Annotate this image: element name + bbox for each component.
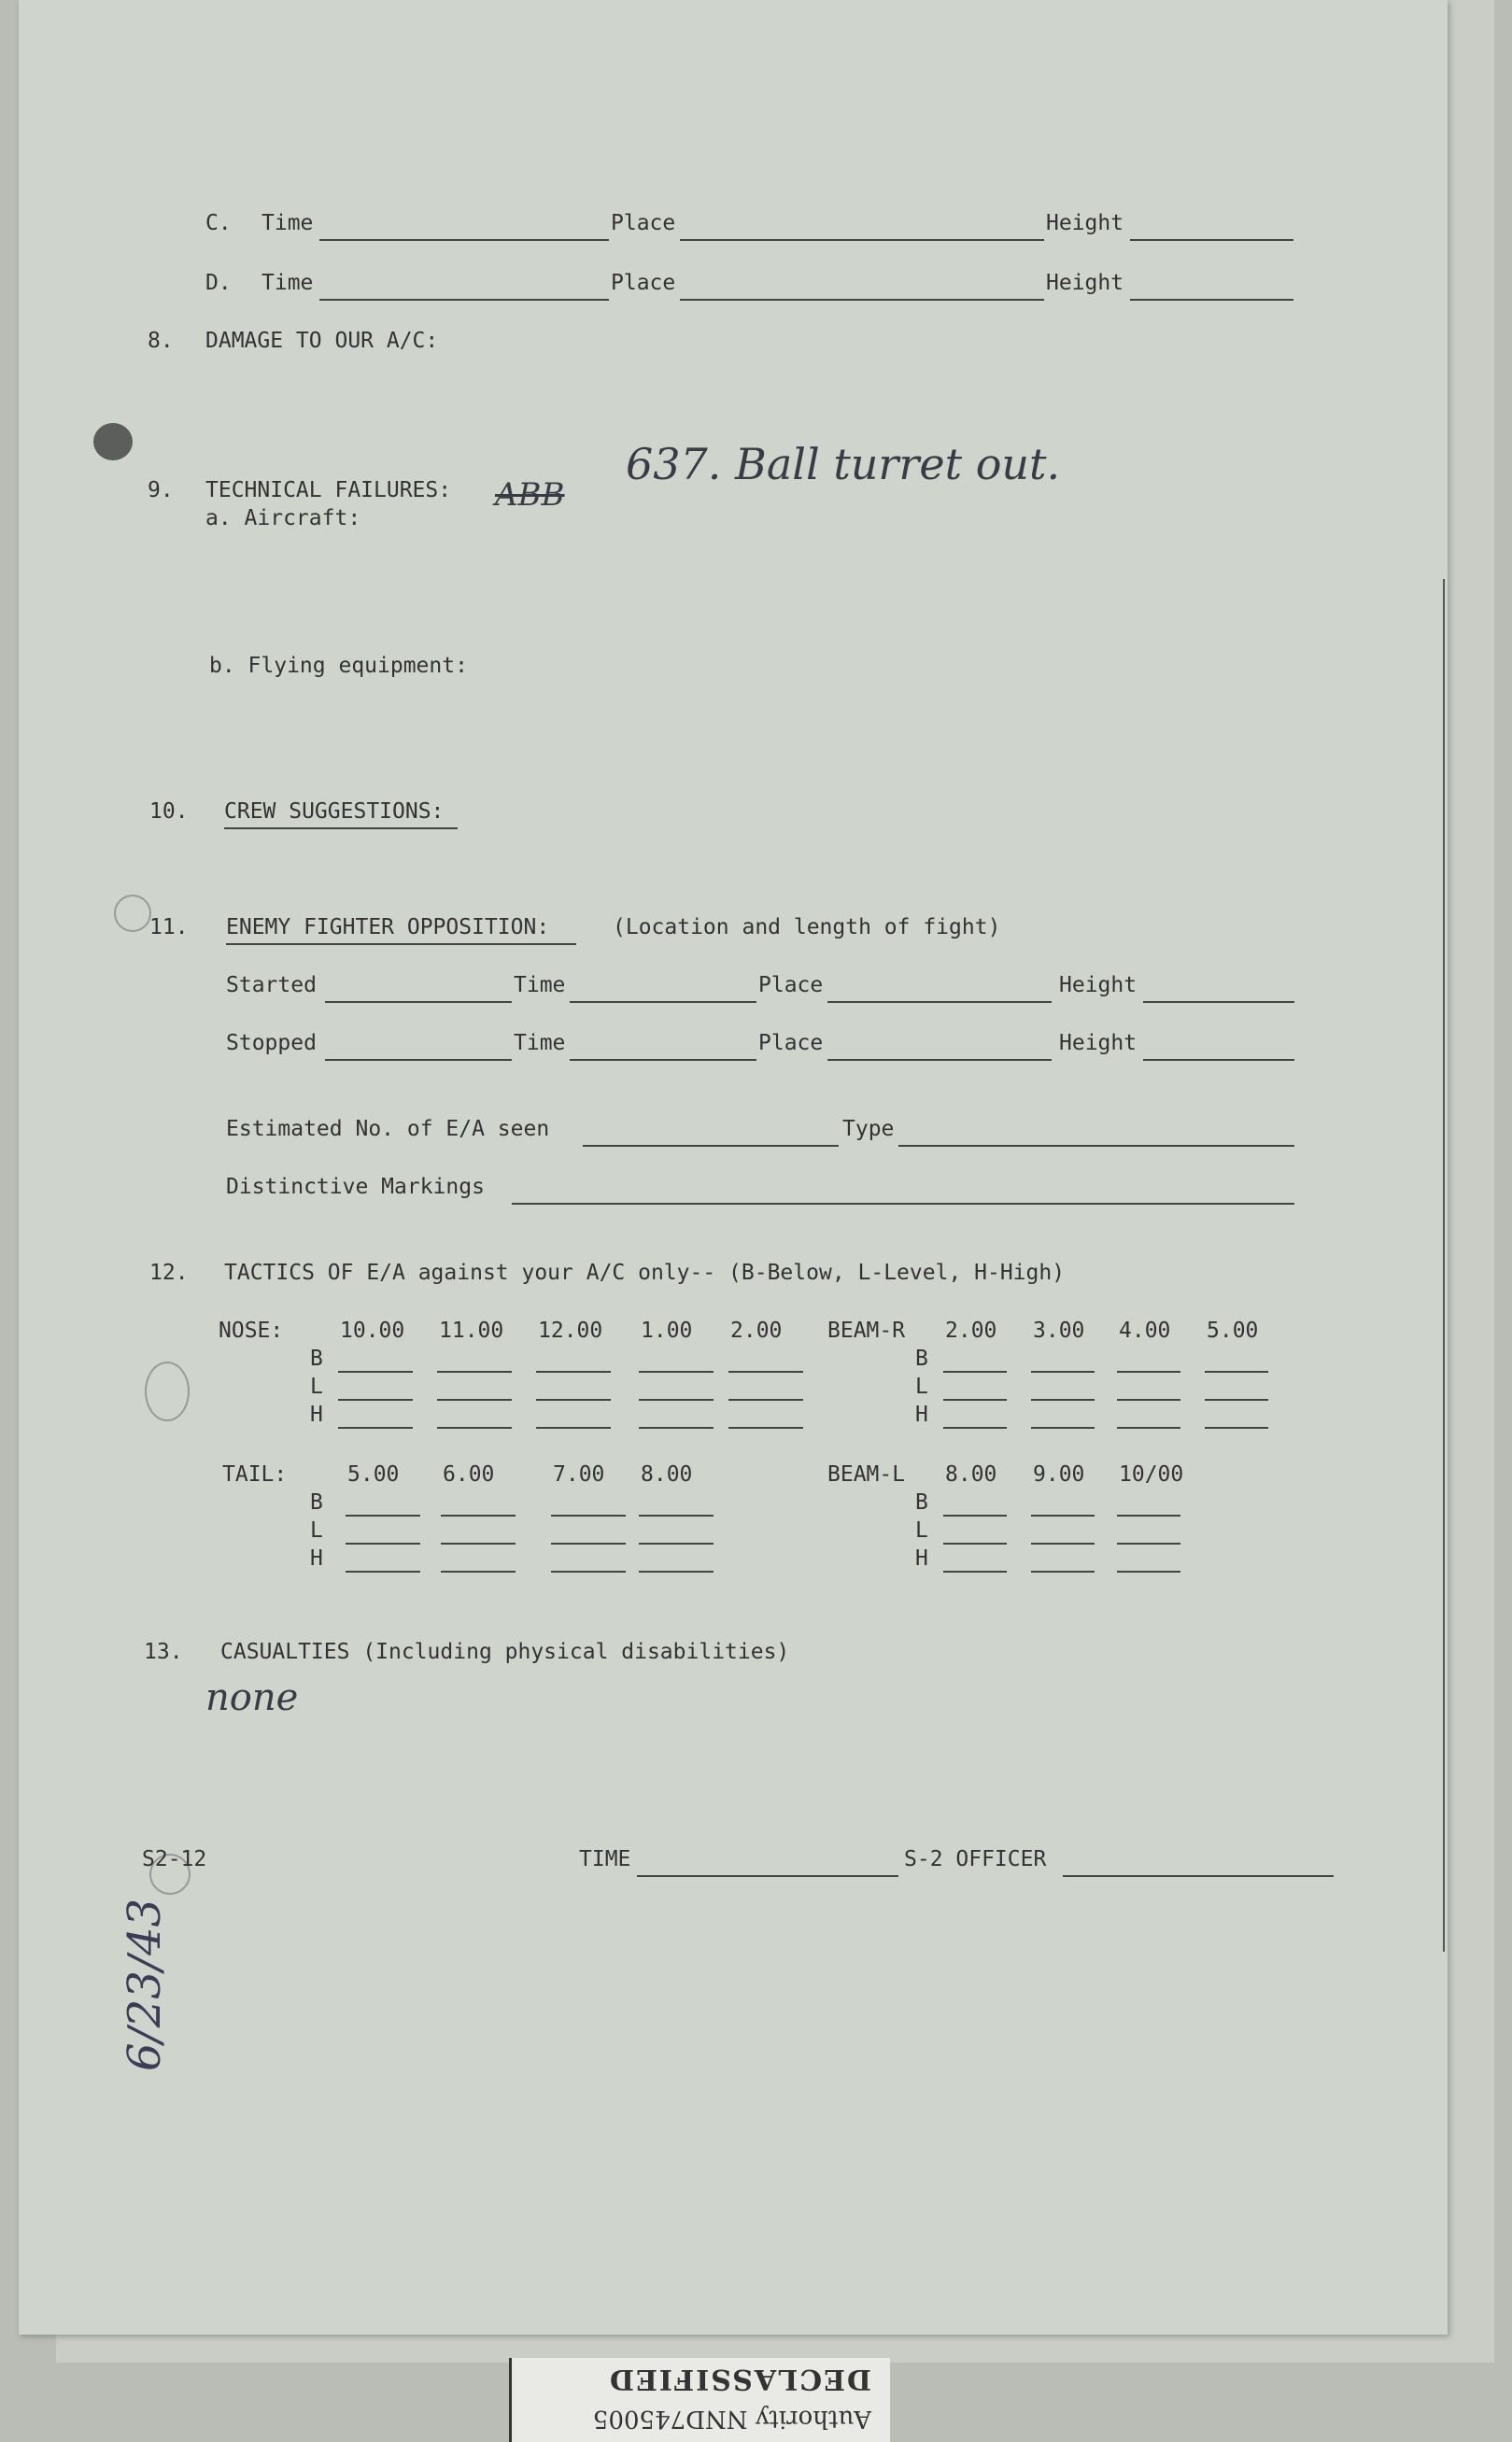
nose-blank-line <box>728 1427 803 1429</box>
tail-blank-line <box>346 1515 420 1517</box>
tail-hour-label: 5.00 <box>347 1462 400 1487</box>
beam-r-hour-label: 3.00 <box>1033 1319 1085 1343</box>
item-10-number: 10. <box>149 799 189 824</box>
beam-l-blank-line <box>1117 1571 1180 1573</box>
beam-l-hour-label: 8.00 <box>945 1462 997 1487</box>
nose-label: NOSE: <box>219 1319 284 1343</box>
tail-blank-line <box>441 1543 516 1545</box>
beam-r-row-label: H <box>915 1403 928 1427</box>
beam-r-blank-line <box>1117 1371 1180 1373</box>
beam-l-blank-line <box>1031 1515 1095 1517</box>
started-height-line <box>1143 1001 1294 1003</box>
item-12-label: TACTICS OF E/A against your A/C only-- (B-Below, L-Level, H-High) <box>224 1261 1066 1285</box>
form-number: S2-12 <box>142 1847 207 1871</box>
item-12-number: 12. <box>149 1261 189 1285</box>
item-11-number: 11. <box>149 915 189 939</box>
nose-row-label: L <box>310 1375 323 1399</box>
footer-time-line <box>637 1875 898 1877</box>
footer-officer-label: S-2 OFFICER <box>904 1847 1047 1871</box>
item-9b-label: b. Flying equipment: <box>209 654 468 678</box>
beam-r-blank-line <box>943 1371 1007 1373</box>
distinctive-markings-line <box>512 1203 1294 1205</box>
started-place-line <box>827 1001 1052 1003</box>
tail-blank-line <box>639 1571 714 1573</box>
beam-l-hour-label: 10/00 <box>1119 1462 1184 1487</box>
item-9-strikeout: ABB <box>495 476 565 514</box>
tail-hour-label: 7.00 <box>553 1462 605 1487</box>
beam-r-blank-line <box>1205 1427 1268 1429</box>
nose-blank-line <box>536 1399 611 1401</box>
type-line <box>898 1145 1294 1147</box>
section-c-letter: C. <box>205 211 232 235</box>
nose-blank-line <box>338 1371 413 1373</box>
nose-hour-label: 1.00 <box>641 1319 693 1343</box>
tail-hour-label: 8.00 <box>641 1462 693 1487</box>
started-height-label: Height <box>1059 973 1138 997</box>
tail-blank-line <box>639 1543 714 1545</box>
stopped-place-line <box>827 1059 1052 1061</box>
estimated-ea-label: Estimated No. of E/A seen <box>226 1117 550 1141</box>
nose-blank-line <box>639 1371 714 1373</box>
distinctive-markings-label: Distinctive Markings <box>226 1175 485 1199</box>
beam-l-label: BEAM-L <box>827 1462 906 1487</box>
nose-blank-line <box>437 1427 512 1429</box>
beam-r-label: BEAM-R <box>827 1319 906 1343</box>
tail-hour-label: 6.00 <box>443 1462 495 1487</box>
nose-hour-label: 2.00 <box>730 1319 783 1343</box>
item-13-label: CASUALTIES (Including physical disabilities) <box>220 1640 790 1664</box>
beam-l-blank-line <box>1031 1543 1095 1545</box>
tail-blank-line <box>551 1543 626 1545</box>
tail-blank-line <box>346 1571 420 1573</box>
declassified-stamp <box>509 2358 890 2442</box>
nose-blank-line <box>338 1399 413 1401</box>
beam-r-hour-label: 5.00 <box>1207 1319 1259 1343</box>
stamp-declassified: DECLASSIFIED <box>607 2363 871 2395</box>
nose-hour-label: 11.00 <box>439 1319 504 1343</box>
beam-l-blank-line <box>1117 1543 1180 1545</box>
section-c-height-line <box>1130 239 1293 241</box>
stamp-authority: Authority NND745005 <box>592 2405 871 2433</box>
section-c-time-label: Time <box>261 211 314 235</box>
section-d-time-line <box>319 299 609 301</box>
item-8-label: DAMAGE TO OUR A/C: <box>205 329 439 353</box>
tail-blank-line <box>346 1543 420 1545</box>
beam-r-blank-line <box>1117 1427 1180 1429</box>
document-page <box>19 0 1448 2335</box>
item-9-handwritten-note: 637. Ball turret out. <box>626 439 1061 489</box>
margin-handwritten-note: 6/23/43 <box>119 1898 171 2071</box>
beam-r-blank-line <box>1205 1399 1268 1401</box>
item-8-number: 8. <box>148 329 174 353</box>
beam-l-blank-line <box>1117 1515 1180 1517</box>
nose-blank-line <box>728 1371 803 1373</box>
nose-blank-line <box>639 1427 714 1429</box>
started-place-label: Place <box>758 973 824 997</box>
stopped-time-label: Time <box>514 1031 566 1055</box>
nose-blank-line <box>338 1427 413 1429</box>
tail-blank-line <box>441 1571 516 1573</box>
nose-blank-line <box>536 1371 611 1373</box>
item-11-underline <box>226 943 576 945</box>
beam-r-blank-line <box>943 1399 1007 1401</box>
nose-blank-line <box>536 1427 611 1429</box>
section-d-height-label: Height <box>1046 271 1124 295</box>
stopped-time-line <box>570 1059 756 1061</box>
item-9-number: 9. <box>148 478 174 502</box>
section-d-place-label: Place <box>611 271 676 295</box>
beam-r-blank-line <box>1031 1399 1095 1401</box>
tail-blank-line <box>639 1515 714 1517</box>
beam-r-blank-line <box>1205 1371 1268 1373</box>
beam-l-row-label: H <box>915 1546 928 1571</box>
nose-blank-line <box>437 1371 512 1373</box>
beam-r-blank-line <box>1031 1427 1095 1429</box>
nose-hour-label: 10.00 <box>340 1319 405 1343</box>
section-d-height-line <box>1130 299 1293 301</box>
tail-row-label: H <box>310 1546 323 1571</box>
nose-row-label: H <box>310 1403 323 1427</box>
beam-r-row-label: B <box>915 1347 928 1371</box>
tail-label: TAIL: <box>222 1462 288 1487</box>
beam-l-row-label: B <box>915 1490 928 1515</box>
section-c-height-label: Height <box>1046 211 1124 235</box>
stopped-height-label: Height <box>1059 1031 1138 1055</box>
started-time-line <box>570 1001 756 1003</box>
nose-blank-line <box>437 1399 512 1401</box>
beam-l-row-label: L <box>915 1518 928 1543</box>
stopped-height-line <box>1143 1059 1294 1061</box>
beam-r-blank-line <box>1031 1371 1095 1373</box>
nose-blank-line <box>639 1399 714 1401</box>
section-d-time-label: Time <box>261 271 314 295</box>
nose-hour-label: 12.00 <box>538 1319 603 1343</box>
beam-l-blank-line <box>943 1571 1007 1573</box>
item-10-label: CREW SUGGESTIONS: <box>224 799 445 824</box>
footer-time-label: TIME <box>579 1847 631 1871</box>
estimated-ea-line <box>583 1145 839 1147</box>
type-label: Type <box>842 1117 895 1141</box>
item-11-label: ENEMY FIGHTER OPPOSITION: <box>226 915 550 939</box>
stopped-place-label: Place <box>758 1031 824 1055</box>
beam-r-row-label: L <box>915 1375 928 1399</box>
started-label: Started <box>226 973 317 997</box>
footer-officer-line <box>1063 1875 1334 1877</box>
section-d-place-line <box>680 299 1044 301</box>
item-10-underline <box>224 827 458 829</box>
beam-l-hour-label: 9.00 <box>1033 1462 1085 1487</box>
section-c-place-line <box>680 239 1044 241</box>
item-11-note: (Location and length of fight) <box>613 915 1001 939</box>
page-edge-line <box>1443 579 1445 1952</box>
beam-r-hour-label: 4.00 <box>1119 1319 1171 1343</box>
beam-r-blank-line <box>1117 1399 1180 1401</box>
stopped-label: Stopped <box>226 1031 317 1055</box>
tail-row-label: B <box>310 1490 323 1515</box>
beam-r-hour-label: 2.00 <box>945 1319 997 1343</box>
tail-blank-line <box>551 1515 626 1517</box>
started-time-label: Time <box>514 973 566 997</box>
stopped-line <box>325 1059 512 1061</box>
beam-l-blank-line <box>1031 1571 1095 1573</box>
tail-row-label: L <box>310 1518 323 1543</box>
started-line <box>325 1001 512 1003</box>
tail-blank-line <box>441 1515 516 1517</box>
tail-blank-line <box>551 1571 626 1573</box>
item-13-handwritten-note: none <box>205 1676 299 1719</box>
section-c-place-label: Place <box>611 211 676 235</box>
beam-l-blank-line <box>943 1543 1007 1545</box>
beam-l-blank-line <box>943 1515 1007 1517</box>
item-9-label: TECHNICAL FAILURES: <box>205 478 452 502</box>
section-d-letter: D. <box>205 271 232 295</box>
item-13-number: 13. <box>144 1640 183 1664</box>
beam-r-blank-line <box>943 1427 1007 1429</box>
nose-blank-line <box>728 1399 803 1401</box>
section-c-time-line <box>319 239 609 241</box>
item-9a-label: a. Aircraft: <box>205 506 361 530</box>
nose-row-label: B <box>310 1347 323 1371</box>
